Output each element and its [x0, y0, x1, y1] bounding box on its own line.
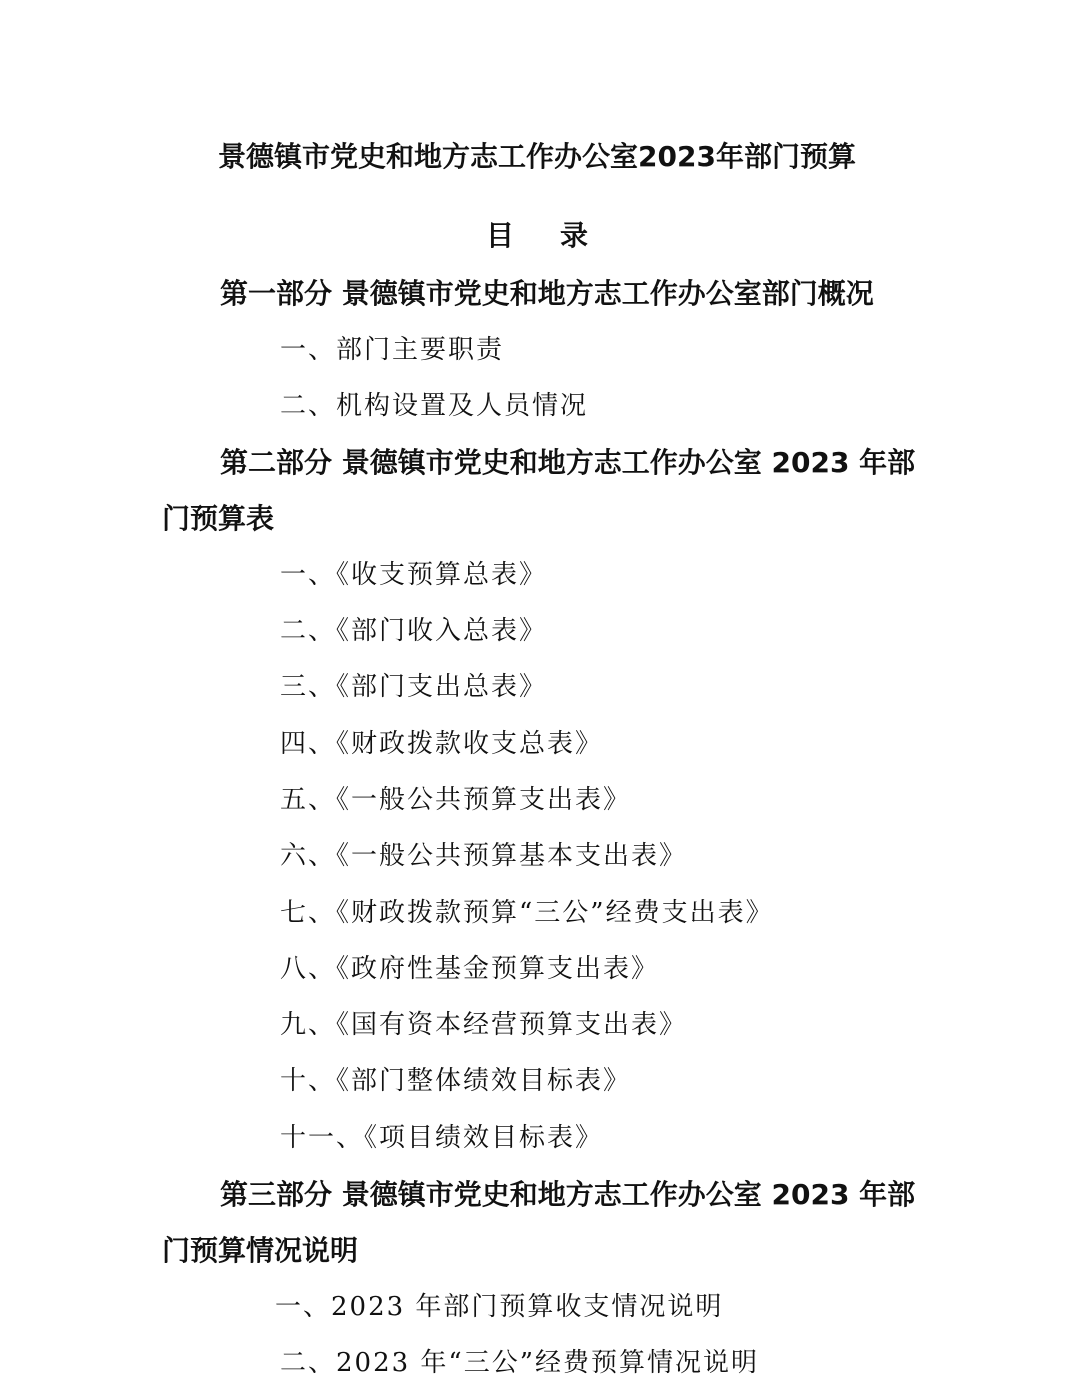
part3-heading-line2: 门预算情况说明 — [162, 1234, 359, 1267]
toc-item: 二、《部门收入总表》 — [280, 616, 548, 646]
toc-item: 九、《国有资本经营预算支出表》 — [280, 1010, 688, 1040]
toc-item: 一、部门主要职责 — [280, 335, 505, 365]
toc-item: 八、《政府性基金预算支出表》 — [280, 954, 660, 984]
toc-item: 二、2023 年“三公”经费预算情况说明 — [280, 1348, 760, 1378]
toc-item: 十、《部门整体绩效目标表》 — [280, 1066, 632, 1096]
toc-item: 六、《一般公共预算基本支出表》 — [280, 841, 688, 871]
toc-item: 五、《一般公共预算支出表》 — [280, 785, 632, 815]
part1-heading: 第一部分 景德镇市党史和地方志工作办公室部门概况 — [220, 277, 874, 310]
toc-item: 一、2023 年部门预算收支情况说明 — [275, 1292, 724, 1322]
toc-item: 三、《部门支出总表》 — [280, 672, 548, 702]
document-title: 景德镇市党史和地方志工作办公室2023年部门预算 — [218, 140, 856, 173]
toc-item: 二、机构设置及人员情况 — [280, 391, 589, 421]
toc-item: 七、《财政拨款预算“三公”经费支出表》 — [280, 898, 774, 928]
part3-heading-line1: 第三部分 景德镇市党史和地方志工作办公室 2023 年部 — [220, 1178, 916, 1211]
part2-heading-line1: 第二部分 景德镇市党史和地方志工作办公室 2023 年部 — [220, 446, 916, 479]
toc-heading: 目录 — [485, 219, 634, 252]
toc-item: 一、《收支预算总表》 — [280, 560, 548, 590]
toc-item: 四、《财政拨款收支总表》 — [280, 729, 604, 759]
toc-item: 十一、《项目绩效目标表》 — [280, 1123, 604, 1153]
part2-heading-line2: 门预算表 — [162, 502, 275, 535]
